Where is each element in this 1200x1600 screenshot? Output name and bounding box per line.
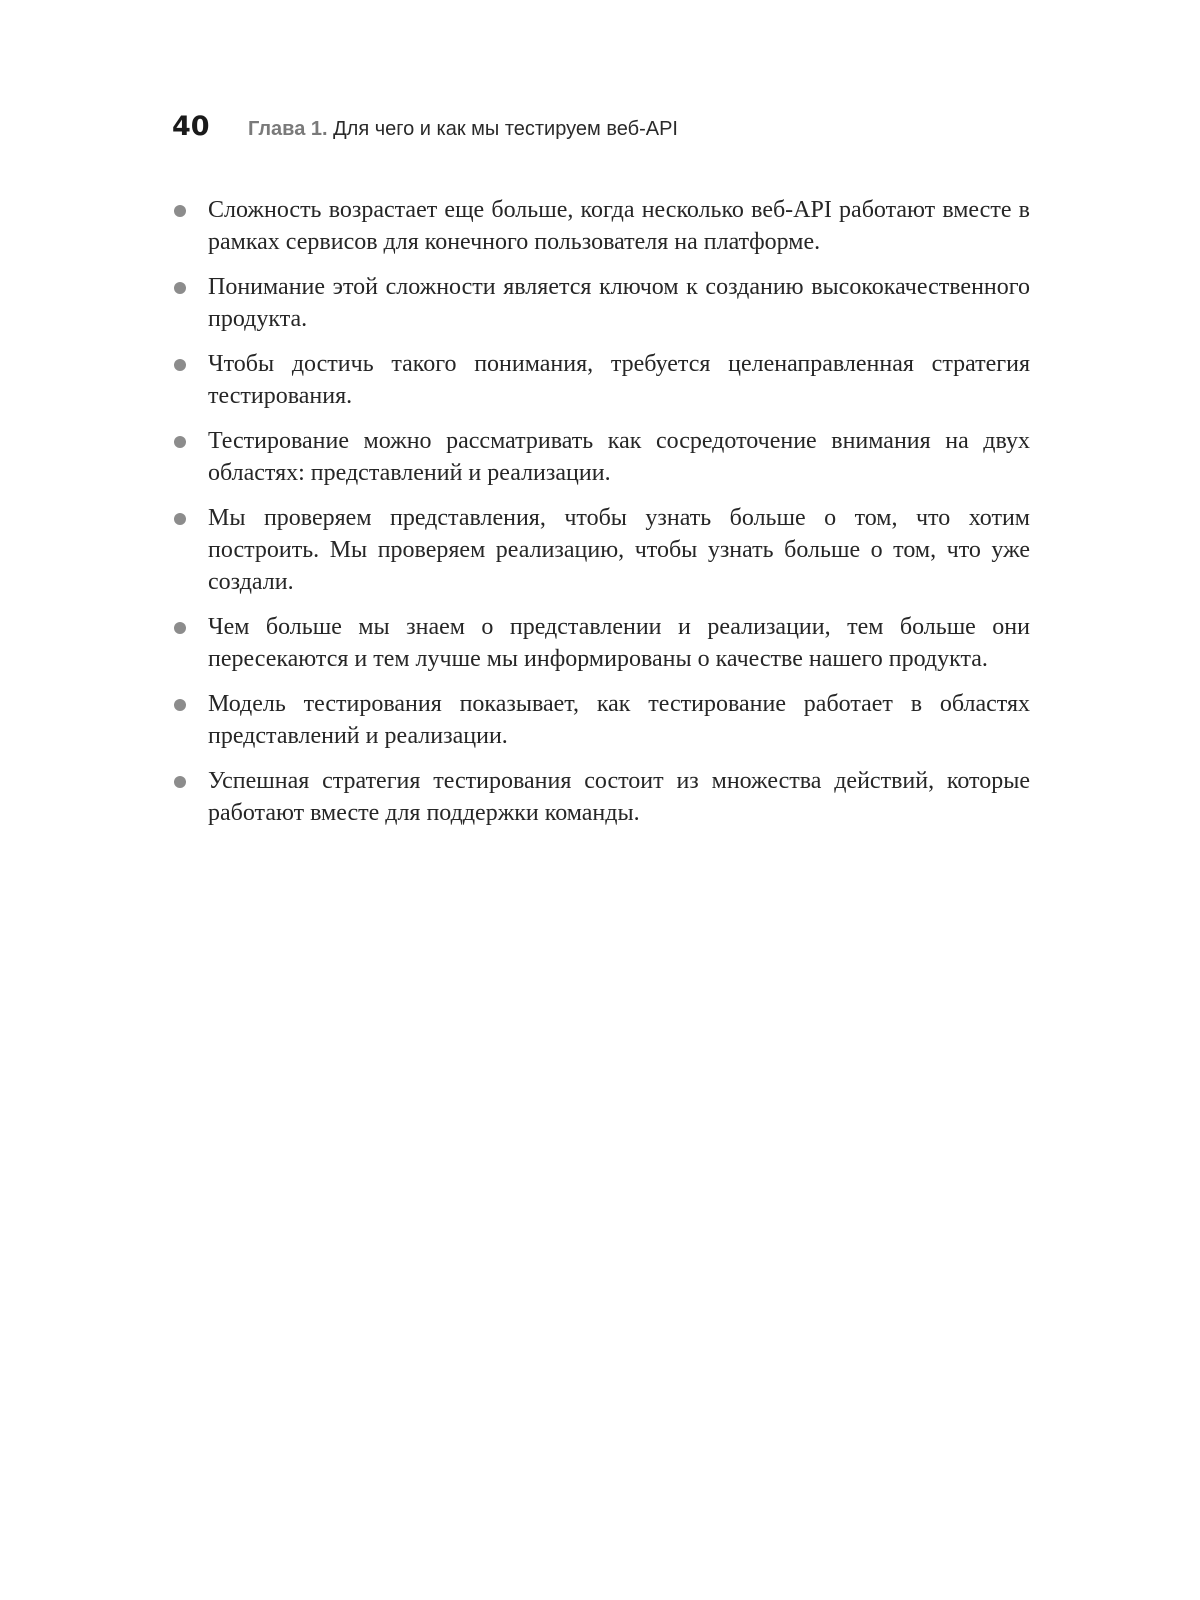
summary-bullet-list	[172, 194, 1030, 842]
bullet-text: Понимание этой сложности является ключом к созданию высококачественного продукта.	[208, 274, 1030, 332]
chapter-label: Глава 1.	[248, 118, 328, 140]
bullet-dot-icon	[174, 436, 186, 448]
bullet-dot-icon	[174, 513, 186, 525]
bullet-text: Чем больше мы знаем о представлении и реализации, тем больше они пересекаются и тем лучше мы информированы о качестве нашего продукта.	[208, 614, 1030, 672]
bullet-item	[172, 425, 1030, 489]
bullet-text: Тестирование можно рассматривать как сосредоточение внимания на двух областях: представлений и реализации.	[208, 428, 1030, 486]
bullet-item	[172, 194, 1030, 258]
bullet-text: Модель тестирования показывает, как тестирование работает в областях представлений и реализации.	[208, 691, 1030, 749]
bullet-item	[172, 271, 1030, 335]
bullet-item	[172, 348, 1030, 412]
bullet-item	[172, 688, 1030, 752]
bullet-dot-icon	[174, 282, 186, 294]
bullet-text: Сложность возрастает еще больше, когда несколько веб-API работают вместе в рамках сервисов для конечного пользователя на платформе.	[208, 197, 1030, 255]
bullet-text: Мы проверяем представления, чтобы узнать больше о том, что хотим построить. Мы проверяем реализацию, чтобы узнать больше о том, что уже создали.	[208, 505, 1030, 595]
bullet-item	[172, 611, 1030, 675]
bullet-item	[172, 502, 1030, 598]
page-number: 40	[172, 111, 210, 142]
bullet-dot-icon	[174, 205, 186, 217]
bullet-text: Успешная стратегия тестирования состоит из множества действий, которые работают вместе для поддержки команды.	[208, 768, 1030, 826]
bullet-item	[172, 765, 1030, 829]
chapter-title-text: Для чего и как мы тестируем веб-API	[333, 118, 678, 140]
chapter-title	[328, 118, 678, 141]
bullet-dot-icon	[174, 622, 186, 634]
bullet-text: Чтобы достичь такого понимания, требуется целенаправленная стратегия тестирования.	[208, 351, 1030, 409]
running-head	[172, 111, 678, 151]
bullet-dot-icon	[174, 776, 186, 788]
bullet-dot-icon	[174, 359, 186, 371]
bullet-dot-icon	[174, 699, 186, 711]
